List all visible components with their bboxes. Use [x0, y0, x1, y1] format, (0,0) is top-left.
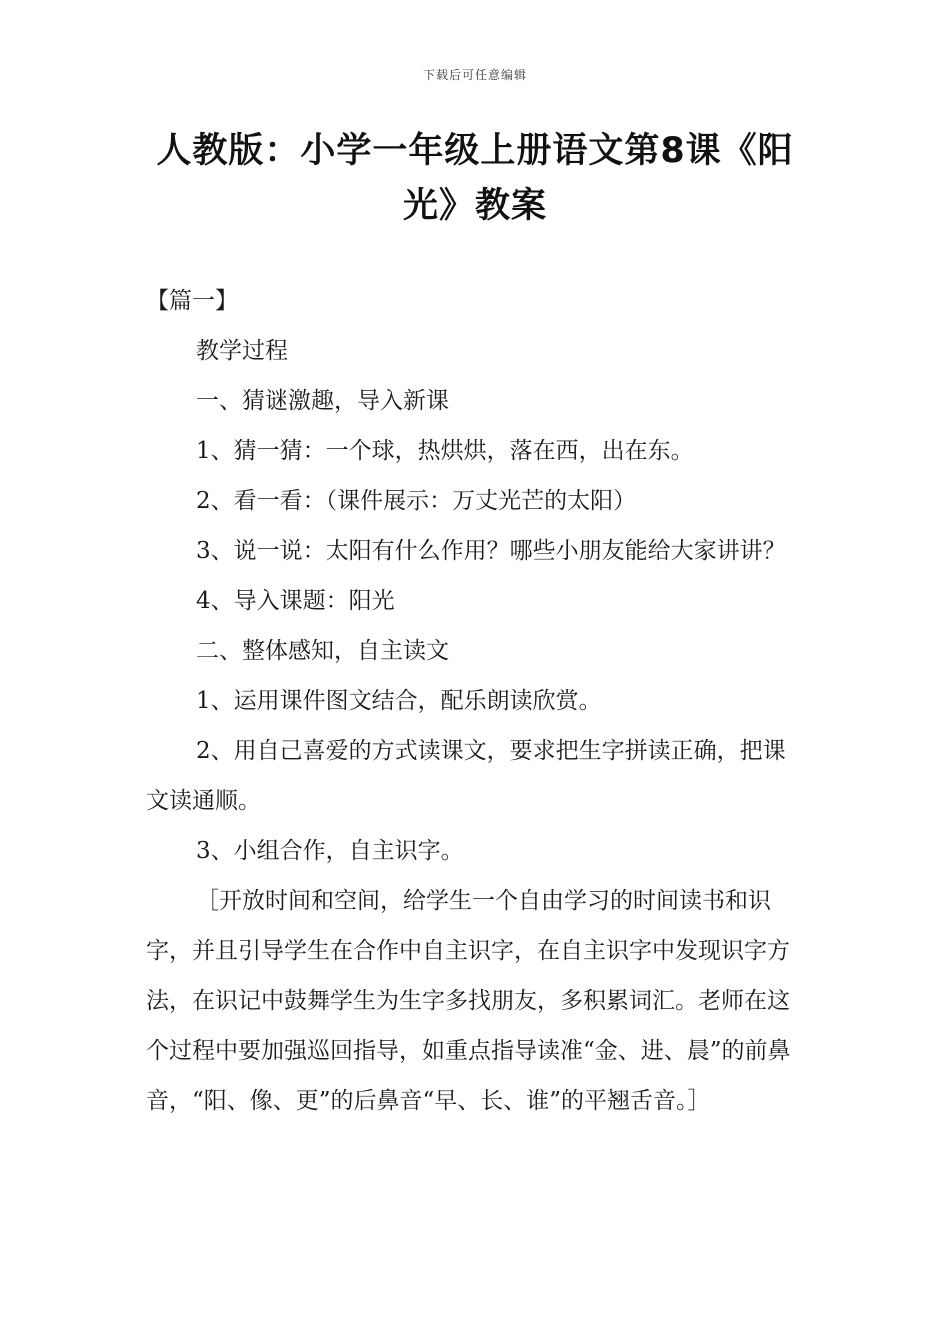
paragraph-group-work: 3、小组合作，自主识字。 — [196, 838, 464, 864]
section-label: 【篇一】 — [146, 288, 238, 314]
paragraph-topic: 4、导入课题：阳光 — [196, 588, 395, 614]
header-note: 下载后可任意编辑 — [422, 68, 527, 82]
paragraph-part-one-heading: 一、猜谜激趣，导入新课 — [196, 388, 449, 414]
paragraph-teaching-note: ［开放时间和空间，给学生一个自由学习的时间读书和识字，并且引导学生在合作中自主识字，在自主识字中发现识字方法，在识记中鼓舞学生为生字多找朋友，多积累词汇。老师在这个过程中要加强巡回指导，如重点指导读准“金、进、晨”的前鼻音，“阳、像、更”的后鼻音“早、长、谁”的平翘舌音。］ — [146, 888, 791, 1114]
paragraph-part-two-heading: 二、整体感知，自主读文 — [196, 638, 449, 664]
document-title: 人教版：小学一年级上册语文第8课《阳光》教案 — [156, 131, 794, 226]
paragraph-teaching-process: 教学过程 — [196, 338, 288, 364]
paragraph-look: 2、看一看：（课件展示：万丈光芒的太阳） — [196, 488, 637, 514]
document-body — [146, 276, 806, 1126]
paragraph-read-aloud: 2、用自己喜爱的方式读课文，要求把生字拼读正确，把课文读通顺。 — [146, 738, 786, 814]
paragraph-courseware: 1、运用课件图文结合，配乐朗读欣赏。 — [196, 688, 602, 714]
paragraph-riddle: 1、猜一猜：一个球，热烘烘，落在西，出在东。 — [196, 438, 694, 464]
paragraph-discuss: 3、说一说：太阳有什么作用？哪些小朋友能给大家讲讲？ — [196, 538, 786, 564]
